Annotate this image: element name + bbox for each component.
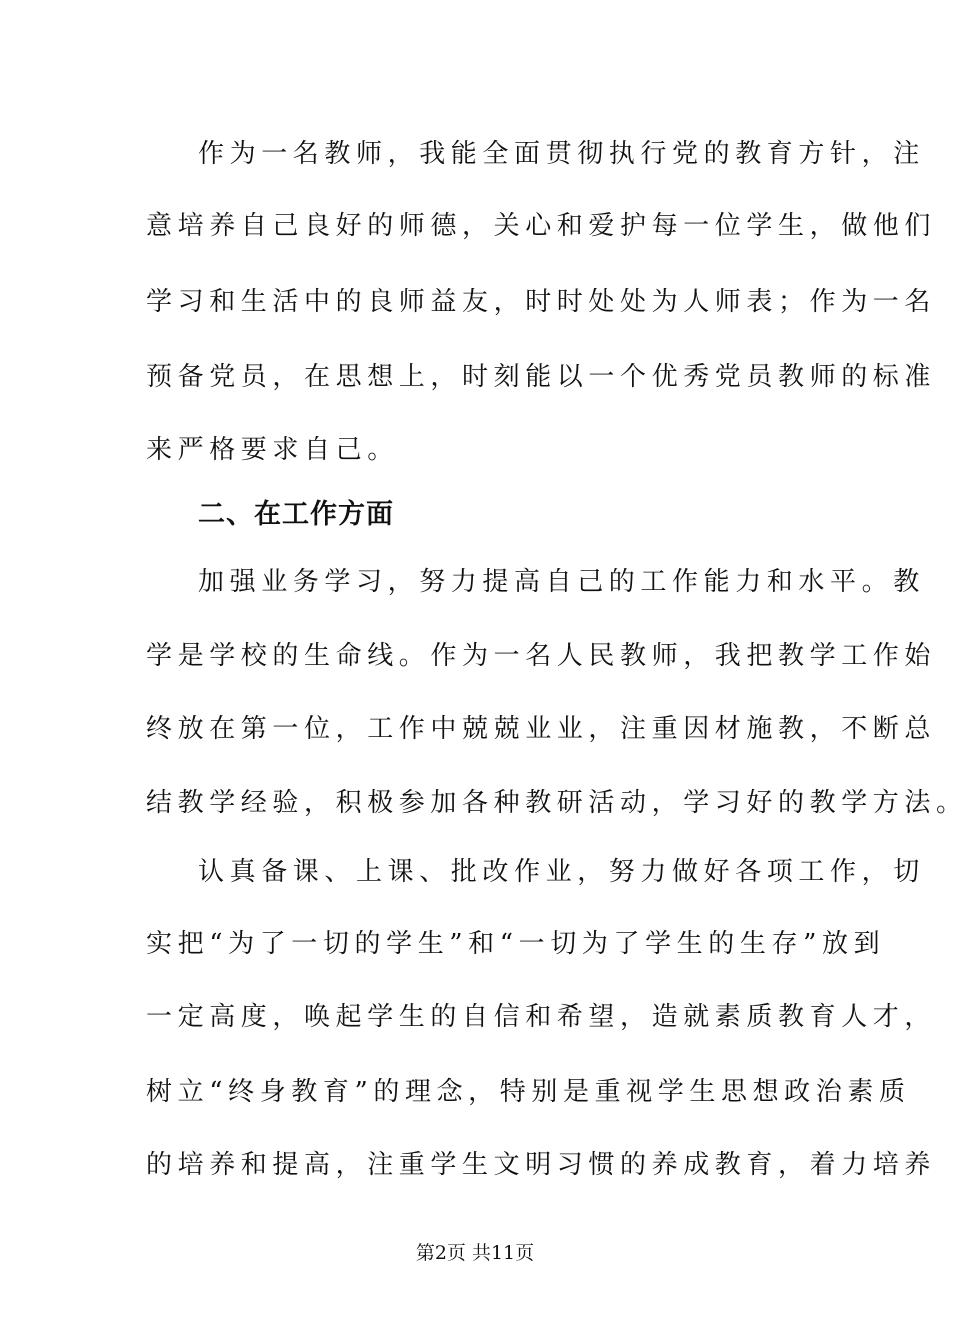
paragraph-1-line-4: 预备党员，在思想上，时刻能以一个优秀党员教师的标准 — [146, 362, 937, 392]
paragraph-3-line-4: 树立“终身教育”的理念，特别是重视学生思想政治素质 — [146, 1077, 911, 1107]
section-heading: 二、在工作方面 — [198, 499, 394, 530]
paragraph-1-line-3: 学习和生活中的良师益友，时时处处为人师表；作为一名 — [146, 287, 937, 317]
paragraph-3-line-3: 一定高度，唤起学生的自信和希望，造就素质教育人才， — [146, 1002, 937, 1032]
paragraph-1-line-5: 来严格要求自己。 — [146, 435, 399, 465]
paragraph-2-line-1: 加强业务学习，努力提高自己的工作能力和水平。教 — [198, 567, 925, 597]
paragraph-3-line-2: 实把“为了一切的学生”和“一切为了学生的生存”放到 — [146, 929, 886, 959]
paragraph-1-line-2: 意培养自己良好的师德，关心和爱护每一位学生，做他们 — [146, 211, 937, 241]
paragraph-3-line-1: 认真备课、上课、批改作业，努力做好各项工作，切 — [198, 857, 925, 887]
paragraph-1-line-1: 作为一名教师，我能全面贯彻执行党的教育方针，注 — [198, 139, 925, 169]
paragraph-3-line-5: 的培养和提高，注重学生文明习惯的养成教育，着力培养 — [146, 1150, 937, 1180]
paragraph-2-line-3: 终放在第一位，工作中兢兢业业，注重因材施教，不断总 — [146, 714, 937, 744]
paragraph-2-line-4: 结教学经验，积极参加各种教研活动，学习好的教学方法。 — [146, 788, 968, 818]
page-number-footer: 第2页 共11页 — [415, 1242, 535, 1264]
paragraph-2-line-2: 学是学校的生命线。作为一名人民教师，我把教学工作始 — [146, 641, 937, 671]
